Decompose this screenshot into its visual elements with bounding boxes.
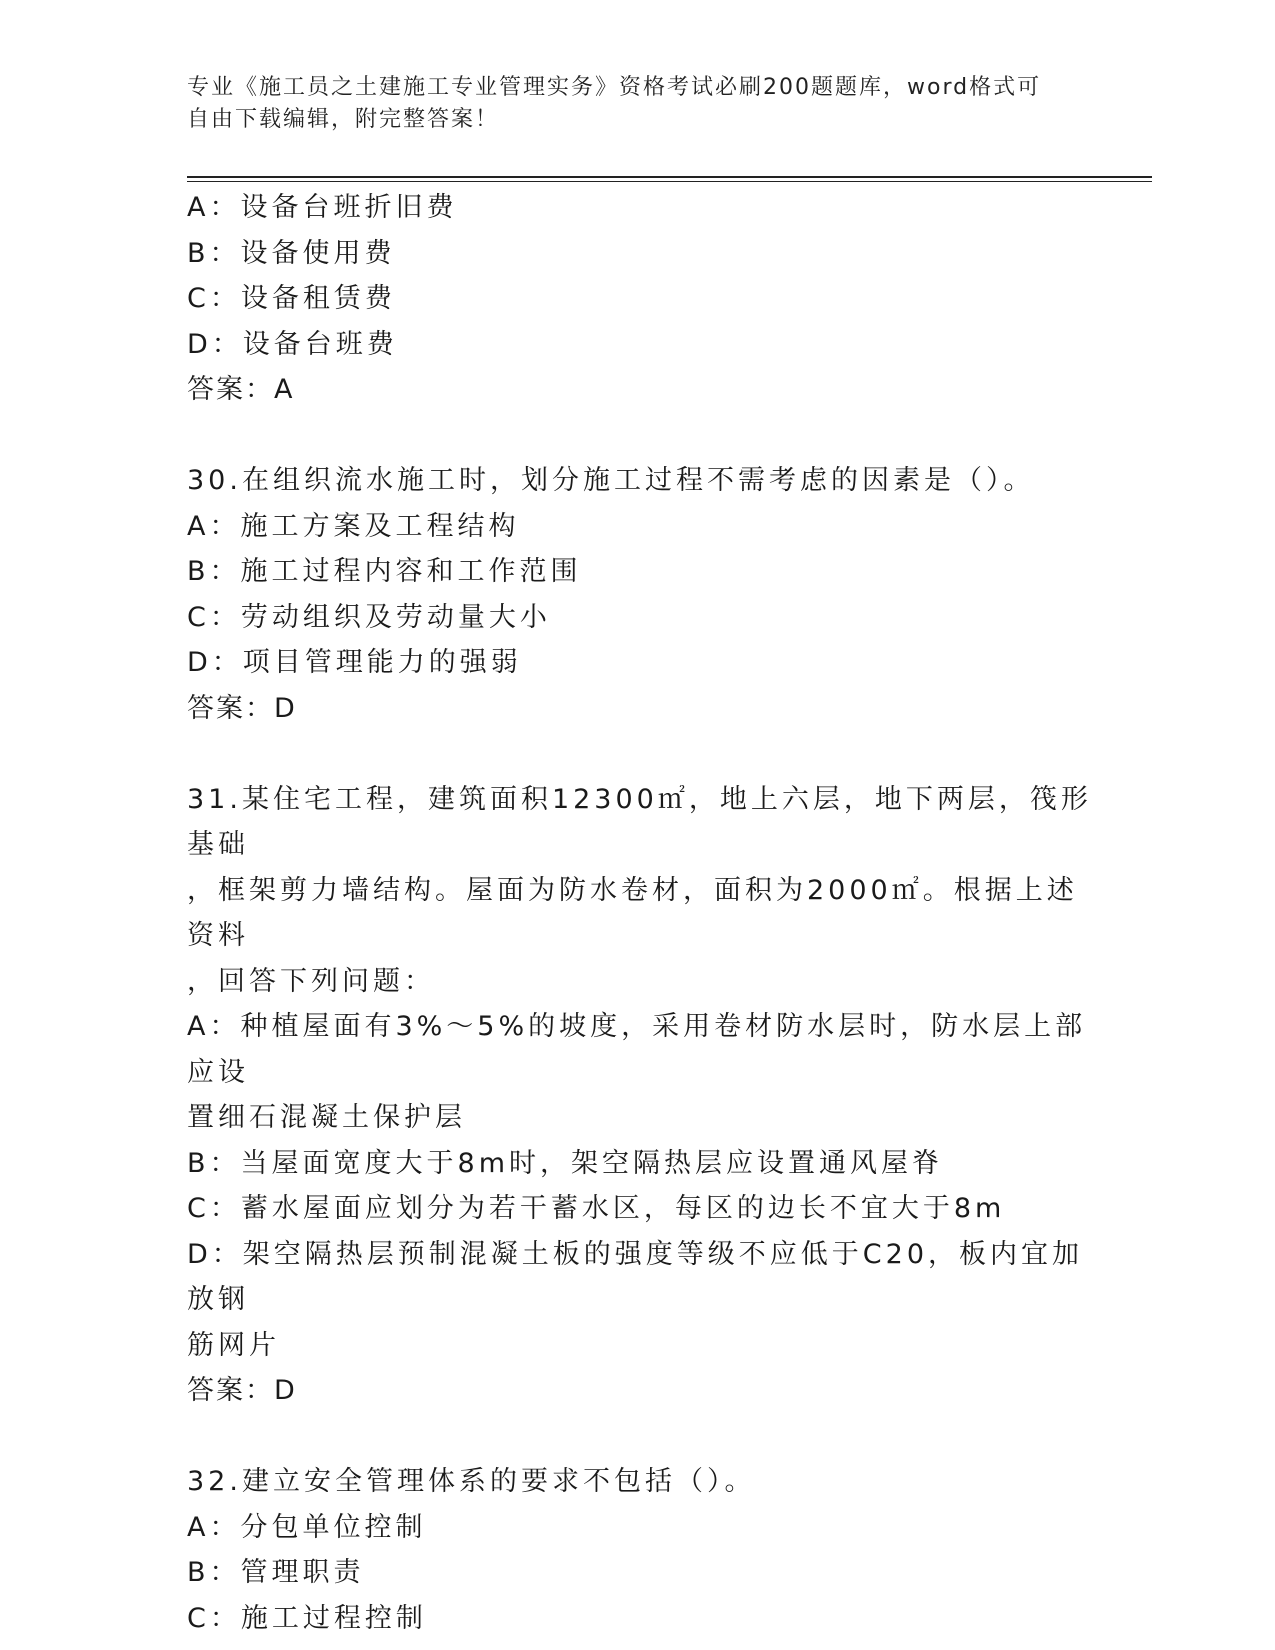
option-d: D：项目管理能力的强弱 [187, 647, 522, 678]
question-content [187, 185, 1107, 1641]
answer-line: 答案：D [187, 692, 297, 724]
option-c: C：设备租赁费 [187, 283, 396, 314]
option-d-line-2: 筋网片 [187, 1329, 280, 1361]
question-31-block [187, 777, 1107, 1414]
option-c: C：劳动组织及劳动量大小 [187, 601, 551, 633]
option-a: A：设备台班折旧费 [187, 192, 458, 223]
option-a: A：施工方案及工程结构 [187, 510, 520, 542]
option-d-line-1: D：架空隔热层预制混凝土板的强度等级不应低于C20，板内宜加放钢 [187, 1238, 1083, 1315]
document-header [187, 72, 1087, 136]
answer-line: 答案：D [187, 1375, 297, 1406]
option-b: B：设备使用费 [187, 237, 396, 269]
option-c: C：施工过程控制 [187, 1602, 427, 1634]
question-stem-line-1: 31.某住宅工程，建筑面积12300㎡，地上六层，地下两层，筏形基础 [187, 783, 1092, 860]
option-b: B：管理职责 [187, 1557, 365, 1588]
header-divider-thick [187, 176, 1152, 178]
header-line-1: 专业《施工员之土建施工专业管理实务》资格考试必刷200题题库，word格式可 [187, 75, 1042, 100]
header-line-2: 自由下载编辑，附完整答案！ [187, 107, 500, 132]
question-29-block [187, 185, 1107, 413]
spacer [187, 731, 1107, 777]
question-stem-line-3: ，回答下列问题： [187, 965, 435, 997]
spacer [187, 413, 1107, 459]
question-stem-line-2: ，框架剪力墙结构。屋面为防水卷材，面积为2000㎡。根据上述资料 [187, 874, 1078, 951]
option-c: C：蓄水屋面应划分为若干蓄水区，每区的边长不宜大于8m [187, 1193, 1006, 1224]
question-stem: 30.在组织流水施工时，划分施工过程不需考虑的因素是（）。 [187, 465, 1035, 496]
question-stem: 32.建立安全管理体系的要求不包括（）。 [187, 1466, 756, 1497]
option-d: D：设备台班费 [187, 328, 398, 360]
option-a-line-1: A：种植屋面有3%～5%的坡度，采用卷材防水层时，防水层上部应设 [187, 1011, 1087, 1088]
answer-line: 答案：A [187, 374, 295, 405]
header-divider-thin [187, 181, 1152, 182]
option-a: A：分包单位控制 [187, 1511, 427, 1543]
question-32-block [187, 1459, 1107, 1641]
option-b: B：施工过程内容和工作范围 [187, 556, 582, 587]
option-a-line-2: 置细石混凝土保护层 [187, 1102, 466, 1133]
spacer [187, 1414, 1107, 1460]
option-b: B：当屋面宽度大于8m时，架空隔热层应设置通风屋脊 [187, 1147, 944, 1179]
question-30-block [187, 458, 1107, 731]
